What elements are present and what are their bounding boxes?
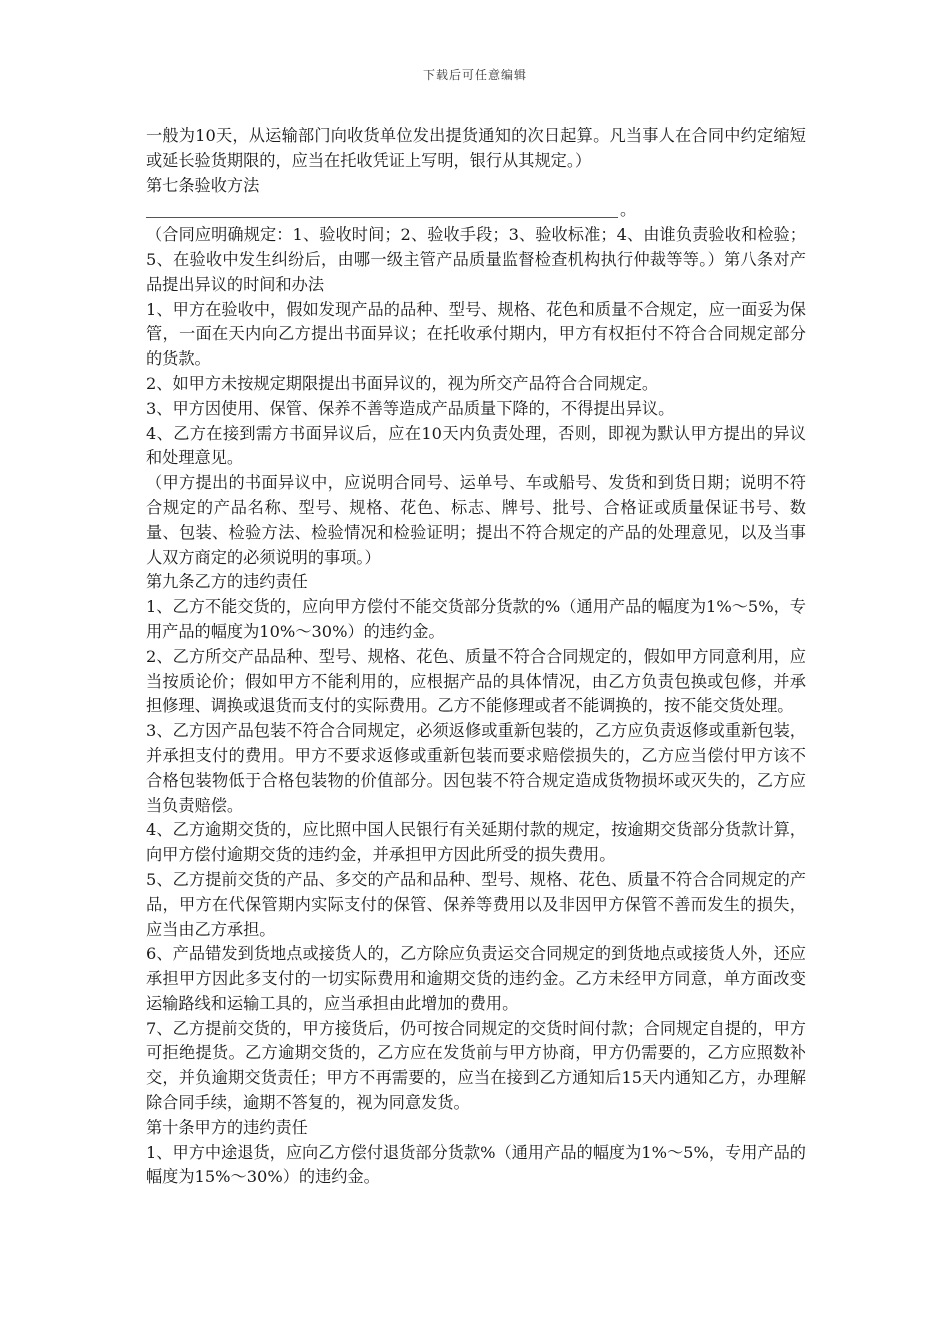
article-9-item-7: 7、乙方提前交货的，甲方接货后，仍可按合同规定的交货时间付款；合同规定自提的，甲方可拒绝提货。乙方逾期交货的，乙方应在发货前与甲方协商，甲方仍需要的，乙方应照数补交，并负逾期交货责任；甲方不再需要的，应当在接到乙方通知后15天内通知乙方，办理解除合同手续，逾期不答复的，视为同意发货。 [146, 1018, 806, 1113]
article-8-item-2: 2、如甲方未按规定期限提出书面异议的，视为所交产品符合合同规定。 [146, 373, 659, 393]
fill-in-blank-line [146, 198, 806, 223]
article-8-item-3: 3、甲方因使用、保管、保养不善等造成产品质量下降的，不得提出异议。 [146, 398, 675, 418]
article-8-item-1: 1、甲方在验收中，假如发现产品的品种、型号、规格、花色和质量不合规定，应一面妥为保管，一面在天内向乙方提出书面异议；在托收承付期内，甲方有权拒付不符合合同规定部分的货款。 [146, 299, 806, 369]
blank-line-period: 。 [620, 200, 637, 220]
article-8-note: （甲方提出的书面异议中，应说明合同号、运单号、车或船号、发货和到货日期；说明不符合规定的产品名称、型号、规格、花色、标志、牌号、批号、合格证或质量保证书号、数量、包装、检验方法、检验情况和检验证明；提出不符合规定的产品的处理意见，以及当事人双方商定的必须说明的事项。） [146, 473, 806, 567]
article-10-item-1: 1、甲方中途退货，应向乙方偿付退货部分货款%（通用产品的幅度为1%～5%，专用产品的幅度为15%～30%）的违约金。 [146, 1142, 806, 1187]
article-9-item-1: 1、乙方不能交货的，应向甲方偿付不能交货部分货款的%（通用产品的幅度为1%～5%，专用产品的幅度为10%～30%）的违约金。 [146, 597, 806, 641]
document-body [146, 124, 806, 1190]
download-note: 下载后可任意编辑 [422, 68, 527, 82]
paragraph-continuation: 一般为10天，从运输部门向收货单位发出提货通知的次日起算。凡当事人在合同中约定缩短或延长验货期限的，应当在托收凭证上写明，银行从其规定。） [146, 126, 806, 170]
article-7-title: 第七条验收方法 [146, 175, 260, 195]
article-9-item-3: 3、乙方因产品包装不符合合同规定，必须返修或重新包装的，乙方应负责返修或重新包装，并承担支付的费用。甲方不要求返修或重新包装而要求赔偿损失的，乙方应当偿付甲方该不合格包装物低于合格包装物的价值部分。因包装不符合规定造成货物损坏或灭失的，乙方应当负责赔偿。 [146, 721, 806, 815]
article-8-item-4: 4、乙方在接到需方书面异议后，应在10天内负责处理，否则，即视为默认甲方提出的异议和处理意见。 [146, 423, 806, 468]
article-9-item-2: 2、乙方所交产品品种、型号、规格、花色、质量不符合合同规定的，假如甲方同意利用，应当按质论价；假如甲方不能利用的，应根据产品的具体情况，由乙方负责包换或包修，并承担修理、调换或退货而支付的实际费用。乙方不能修理或者不能调换的，按不能交货处理。 [146, 646, 806, 716]
article-7-note: （合同应明确规定：1、验收时间；2、验收手段；3、验收标准；4、由谁负责验收和检验；5、在验收中发生纠纷后，由哪一级主管产品质量监督检查机构执行仲裁等等。）第八条对产品提出异议的时间和办法 [146, 225, 806, 294]
article-9-title: 第九条乙方的违约责任 [146, 572, 308, 592]
article-9-item-5: 5、乙方提前交货的产品、多交的产品和品种、型号、规格、花色、质量不符合合同规定的产品，甲方在代保管期内实际支付的保管、保养等费用以及非因甲方保管不善而发生的损失，应当由乙方承担。 [146, 869, 806, 939]
blank-underline [146, 217, 618, 218]
article-9-item-4: 4、乙方逾期交货的，应比照中国人民银行有关延期付款的规定，按逾期交货部分货款计算，向甲方偿付逾期交货的违约金，并承担甲方因此所受的损失费用。 [146, 820, 806, 865]
article-9-item-6: 6、产品错发到货地点或接货人的，乙方除应负责运交合同规定的到货地点或接货人外，还应承担甲方因此多支付的一切实际费用和逾期交货的违约金。乙方未经甲方同意，单方面改变运输路线和运输工具的，应当承担由此增加的费用。 [146, 944, 806, 1013]
article-10-title: 第十条甲方的违约责任 [146, 1117, 308, 1137]
